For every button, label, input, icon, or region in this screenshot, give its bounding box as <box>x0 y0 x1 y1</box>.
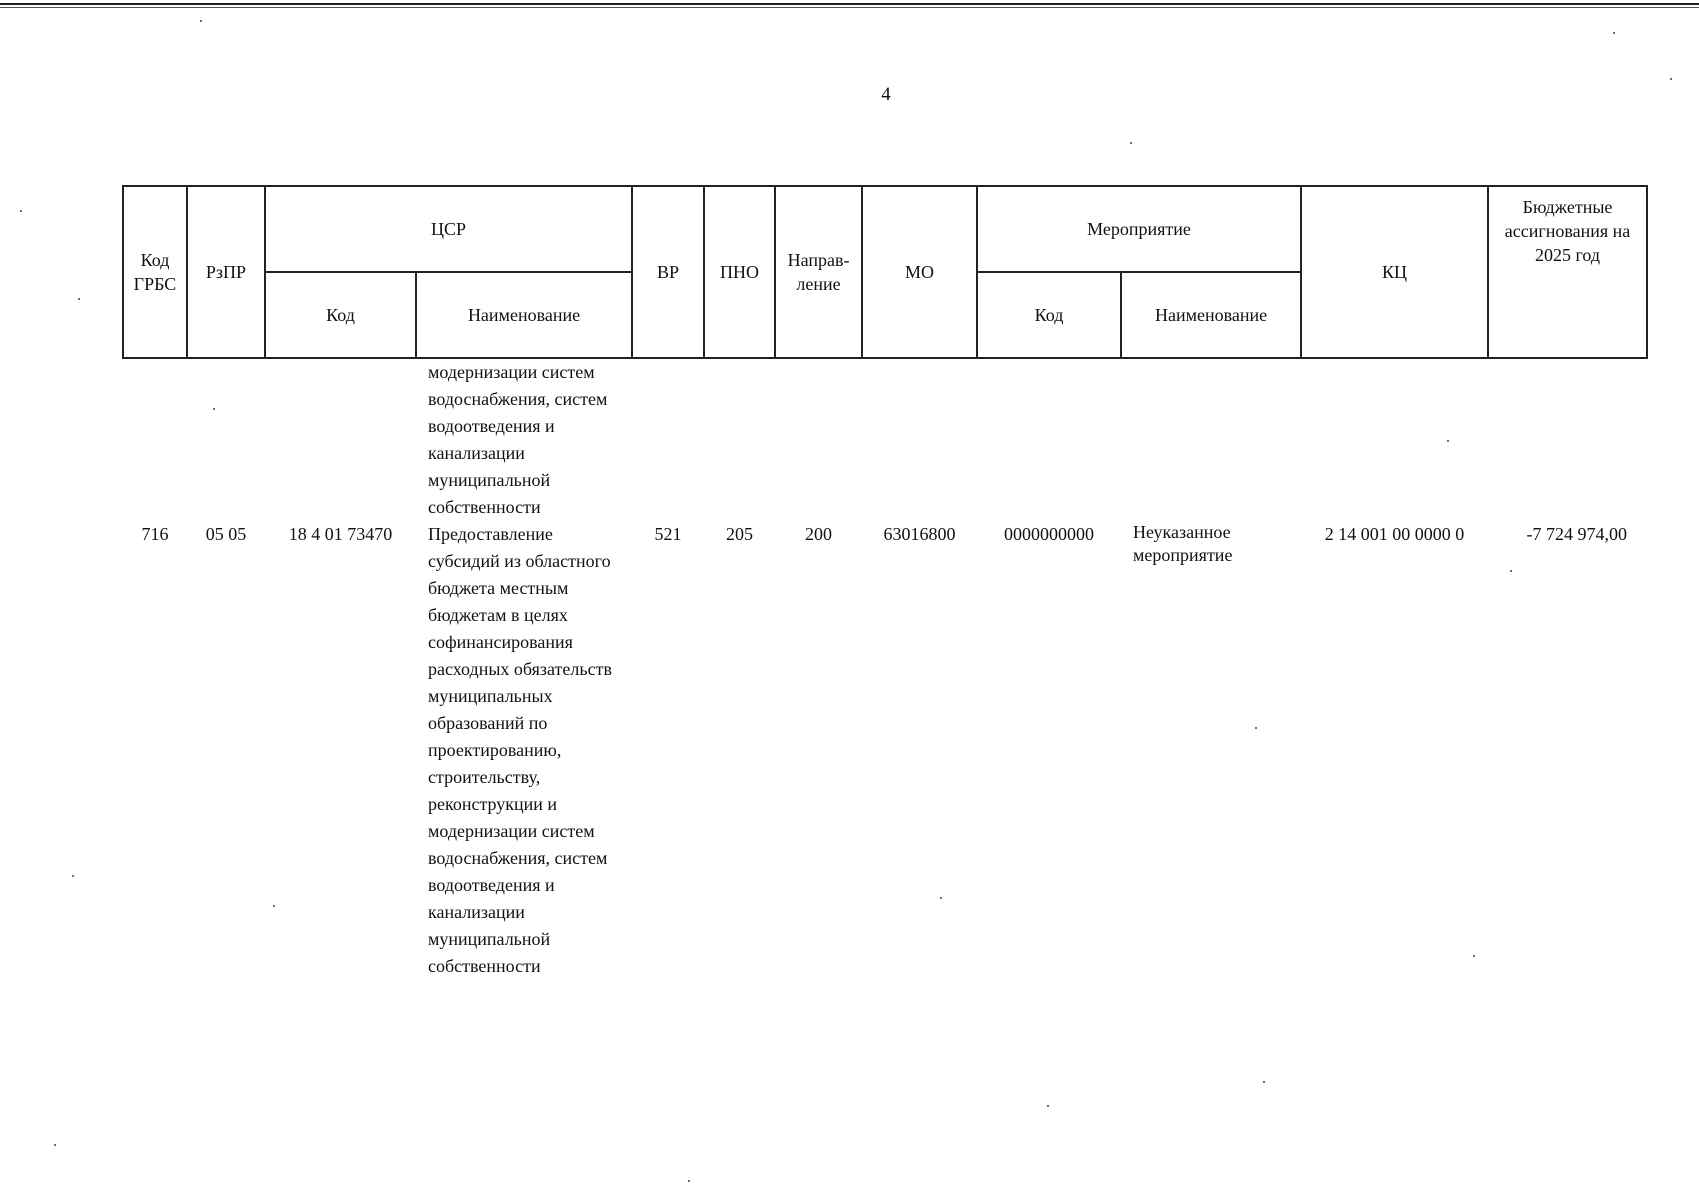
cell-empty <box>1121 358 1301 521</box>
scan-speck <box>688 1180 690 1182</box>
cell-event-name: Неуказанное мероприятие <box>1133 522 1233 565</box>
cell-pno: 205 <box>726 524 754 544</box>
header-event: Мероприятие <box>977 186 1301 272</box>
header-rzpr: РзПР <box>187 186 265 358</box>
cell-event-code: 0000000000 <box>1004 524 1095 544</box>
top-rule <box>0 3 1699 5</box>
cell-csr-code: 18 4 01 73470 <box>288 524 393 544</box>
header-mo: МО <box>862 186 977 358</box>
scan-speck <box>1473 955 1475 957</box>
cell-empty <box>632 358 704 521</box>
table-row <box>123 521 1647 980</box>
top-rule-secondary <box>0 7 1699 8</box>
scan-speck <box>1613 32 1615 34</box>
cell-mo: 63016800 <box>883 524 956 544</box>
header-direction: Направ- ление <box>775 186 862 358</box>
scan-speck <box>273 905 275 907</box>
cell-direction: 200 <box>805 524 833 544</box>
cell-grbs-code: 716 <box>141 524 169 544</box>
header-vr: ВР <box>632 186 704 358</box>
cell-empty <box>704 358 775 521</box>
cell-kc: 2 14 001 00 0000 0 <box>1324 524 1465 544</box>
header-grbs-code: Код ГРБС <box>123 186 187 358</box>
cell-empty <box>977 358 1121 521</box>
cell-csr-name: Предоставление субсидий из областного бюджета местным бюджетам в целях софинансирования расходных обязательств муниципальных образований по проектированию, строительству, реконструкции и модернизации систем водоснабжения, систем водоотведения и канализации муниципальной собственности <box>428 524 612 976</box>
scan-speck <box>20 210 22 212</box>
cell-empty <box>187 358 265 521</box>
cell-empty <box>1301 358 1488 521</box>
scan-speck <box>940 897 942 899</box>
header-csr: ЦСР <box>265 186 632 272</box>
scan-speck <box>1670 78 1672 80</box>
scan-speck <box>200 20 202 22</box>
cell-rzpr: 05 05 <box>205 524 247 544</box>
header-pno: ПНО <box>704 186 775 358</box>
scan-speck <box>213 408 215 410</box>
table-header <box>123 186 1647 358</box>
scan-speck <box>1255 727 1257 729</box>
cell-empty <box>265 358 416 521</box>
header-budget: Бюджетные ассигнования на 2025 год <box>1488 186 1647 358</box>
cell-vr: 521 <box>654 524 682 544</box>
cell-empty <box>1488 358 1647 521</box>
scan-speck <box>54 1144 56 1146</box>
cell-empty <box>123 358 187 521</box>
cell-csr-name-continued: модернизации систем водоснабжения, систем водоотведения и канализации муниципальной собственности <box>428 362 608 517</box>
table-body <box>123 358 1647 980</box>
scan-speck <box>1447 440 1449 442</box>
page-number: 4 <box>881 84 891 105</box>
scan-speck <box>1047 1105 1049 1107</box>
header-kc: КЦ <box>1301 186 1488 358</box>
header-event-name: Наименование <box>1121 272 1301 358</box>
header-event-code: Код <box>977 272 1121 358</box>
scan-speck <box>1130 142 1132 144</box>
scan-speck <box>78 298 80 300</box>
header-csr-name: Наименование <box>416 272 632 358</box>
header-csr-code: Код <box>265 272 416 358</box>
budget-table <box>122 185 1648 980</box>
scan-speck <box>1263 1081 1265 1083</box>
table-row-continuation <box>123 358 1647 521</box>
scan-speck <box>1510 570 1512 572</box>
cell-budget-amount: -7 724 974,00 <box>1526 524 1628 544</box>
scan-speck <box>72 875 74 877</box>
cell-empty <box>775 358 862 521</box>
cell-empty <box>862 358 977 521</box>
